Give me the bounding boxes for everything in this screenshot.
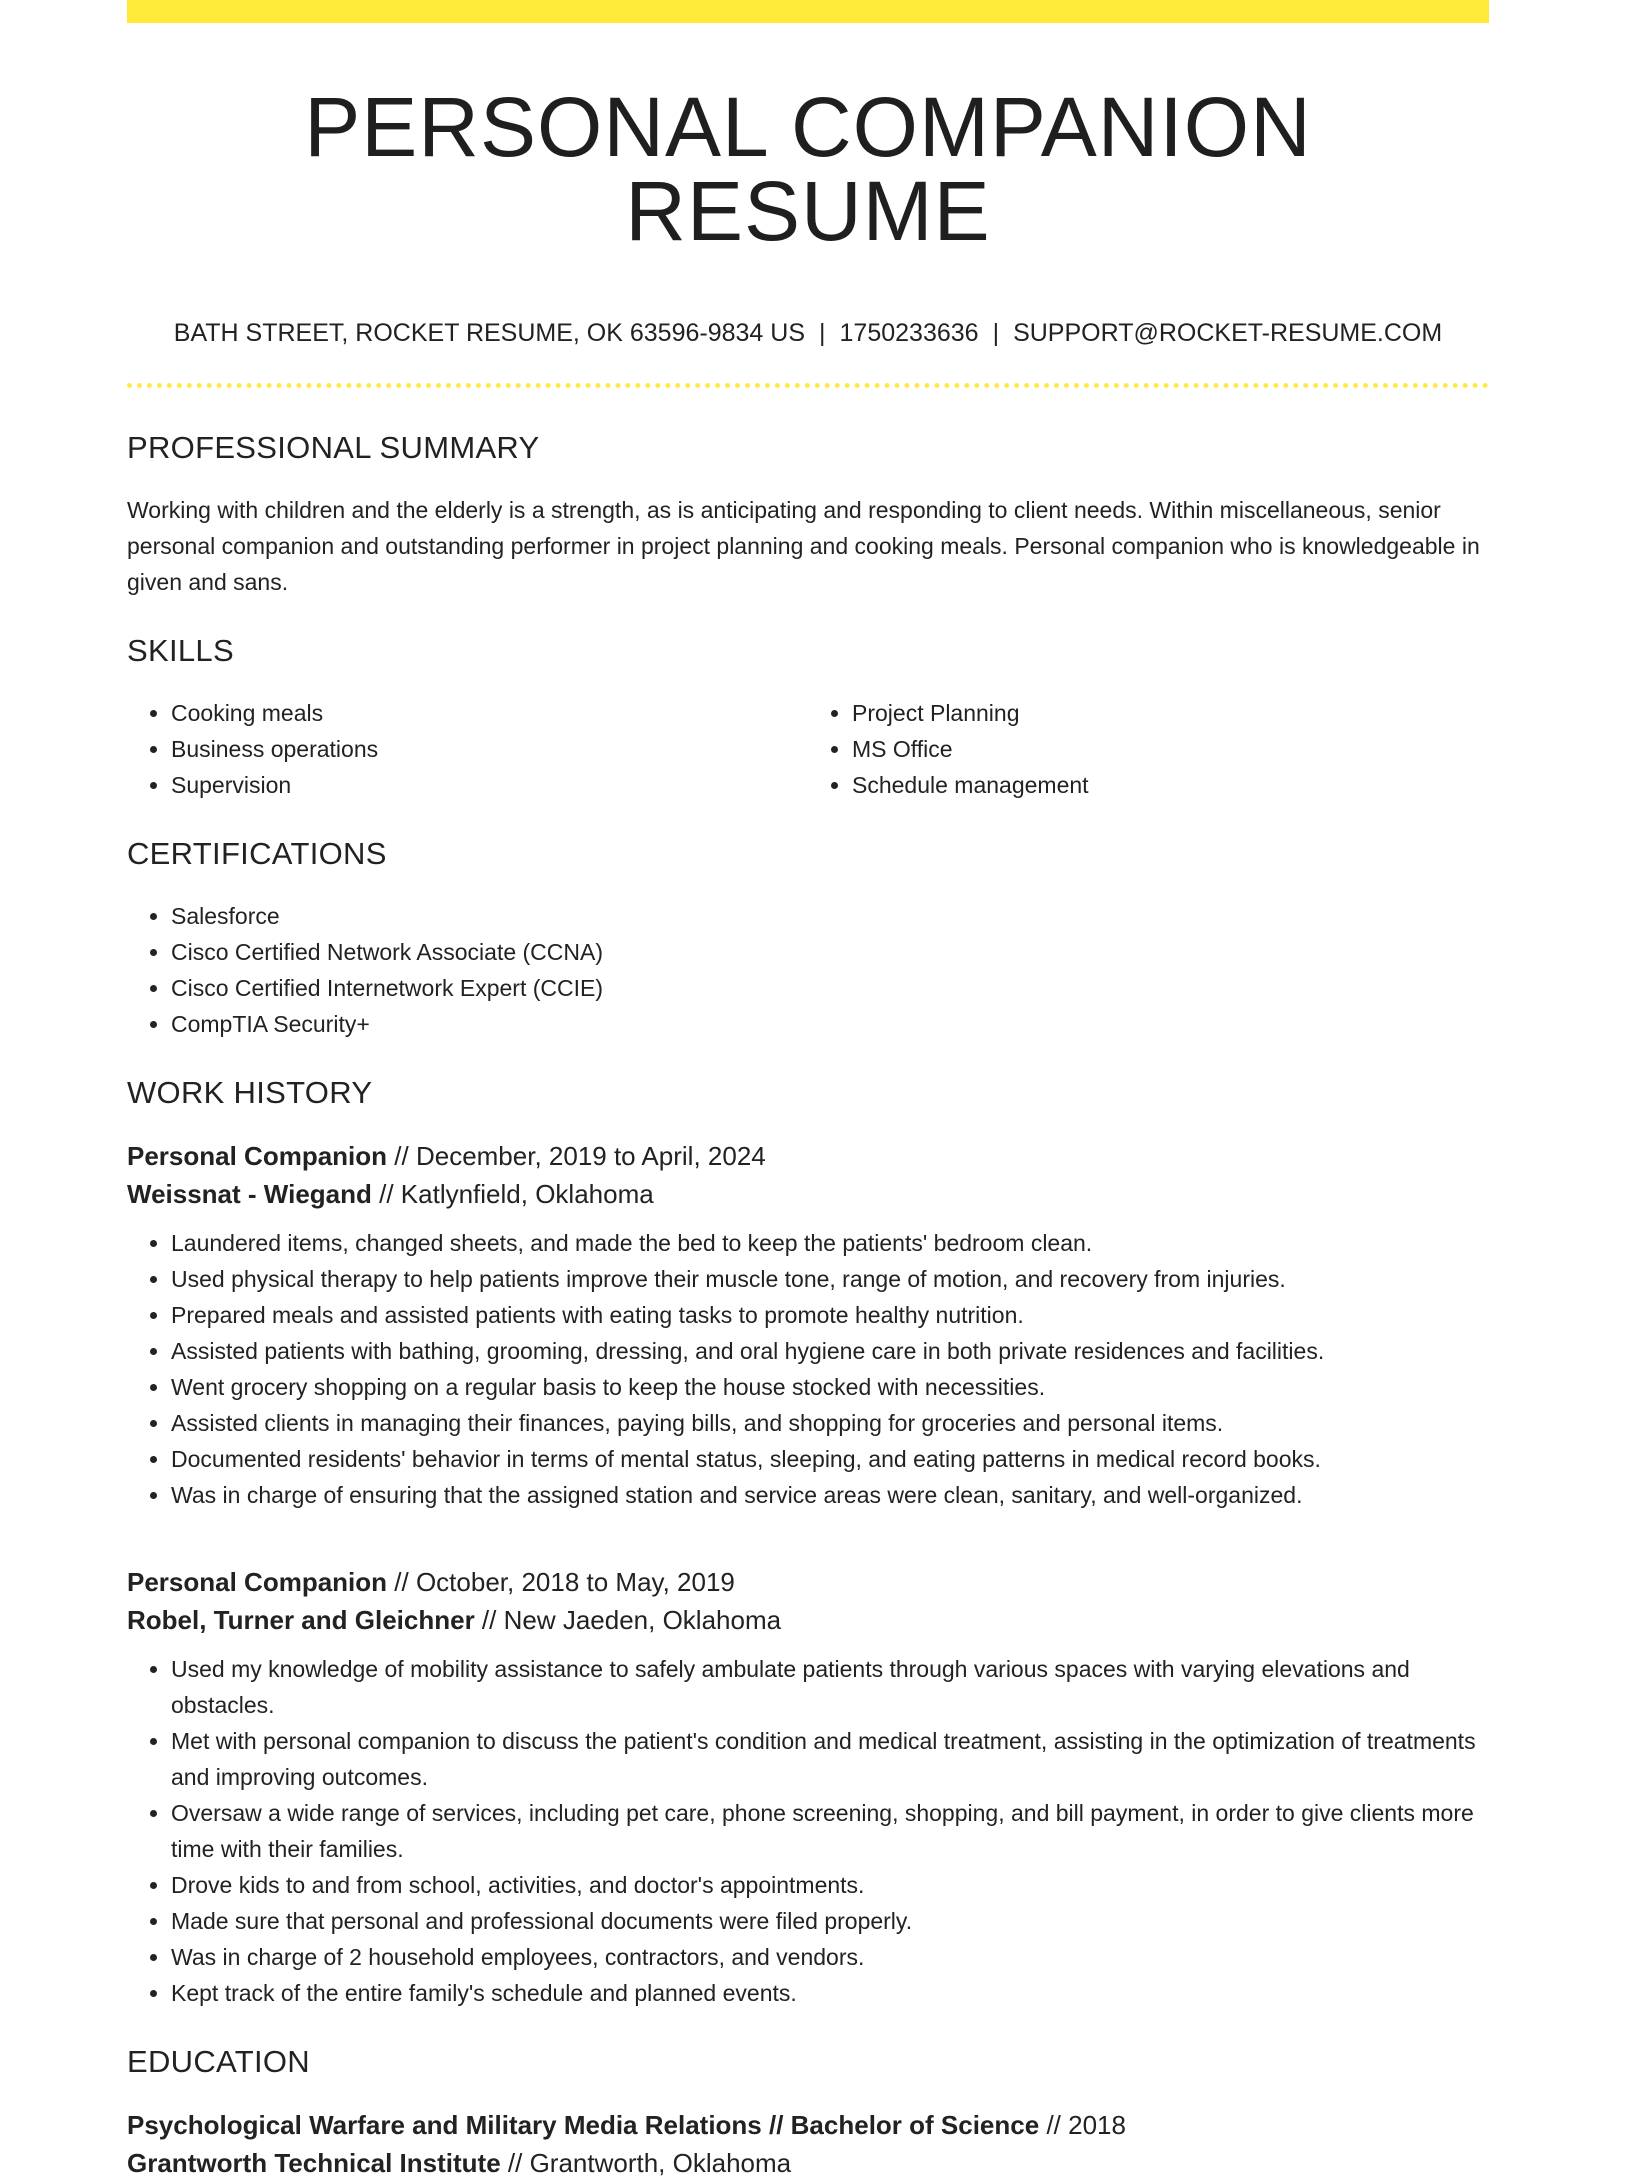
job-company-line [127,1601,1489,1639]
page-title: PERSONAL COMPANION RESUME [304,80,1312,258]
education-degree: Psychological Warfare and Military Media Relations // Bachelor of Science [127,2110,1040,2140]
section-heading-skills: SKILLS [127,633,234,668]
job-title-line [127,1137,1489,1175]
job-bullet: • Used my knowledge of mobility assistance to safely ambulate patients through various spaces with varying elevations and obstacles. [171,1651,1489,1723]
job-title: Personal Companion [127,1567,388,1597]
job-bullet: • Drove kids to and from school, activities, and doctor's appointments. [171,1867,1489,1903]
education-entry [127,2106,1489,2182]
certification-item: • CompTIA Security+ [171,1006,1489,1042]
job-bullet: • Assisted patients with bathing, grooming, dressing, and oral hygiene care in both private residences and facilities. [171,1333,1489,1369]
job-bullet: • Oversaw a wide range of services, including pet care, phone screening, shopping, and bill payment, in order to give clients more time with their families. [171,1795,1489,1867]
job-entry-1 [127,1137,1489,1513]
certification-item: • Cisco Certified Internetwork Expert (CCIE) [171,970,1489,1006]
accent-bar [127,0,1489,23]
contact-email[interactable]: SUPPORT@ROCKET-RESUME.COM [1013,319,1443,347]
certification-item: • Cisco Certified Network Associate (CCNA) [171,934,1489,970]
education-location: // Grantworth, Oklahoma [507,2148,792,2178]
contact-separator: | [819,319,826,347]
job-bullet: • Prepared meals and assisted patients with eating tasks to promote healthy nutrition. [171,1297,1489,1333]
job-title: Personal Companion [127,1141,388,1171]
skill-item: • Cooking meals [171,695,808,731]
skills-section [127,633,1489,803]
job-bullet: • Assisted clients in managing their finances, paying bills, and shopping for groceries and personal items. [171,1405,1489,1441]
job-location: // New Jaeden, Oklahoma [481,1605,782,1635]
dotted-divider [127,383,1489,388]
job-bullet: • Went grocery shopping on a regular basis to keep the house stocked with necessities. [171,1369,1489,1405]
job-bullet: • Was in charge of ensuring that the assigned station and service areas were clean, sanitary, and well-organized. [171,1477,1489,1513]
job-entry-2 [127,1563,1489,2011]
section-heading-summary: PROFESSIONAL SUMMARY [127,430,540,465]
section-heading-education: EDUCATION [127,2044,310,2079]
job-company: Weissnat - Wiegand [127,1179,372,1209]
section-heading-work: WORK HISTORY [127,1075,373,1110]
job-bullet: • Used physical therapy to help patients improve their muscle tone, range of motion, and recovery from injuries. [171,1261,1489,1297]
work-history-section [127,1075,1489,2011]
job-bullets [127,1225,1489,1513]
job-location: // Katlynfield, Oklahoma [379,1179,654,1209]
job-dates: // October, 2018 to May, 2019 [394,1567,735,1597]
education-year: // 2018 [1046,2110,1126,2140]
contact-phone: 1750233636 [839,319,979,347]
job-bullet: • Kept track of the entire family's schedule and planned events. [171,1975,1489,2011]
education-school: Grantworth Technical Institute [127,2148,501,2178]
resume-page [127,0,1489,2182]
job-bullet: • Was in charge of 2 household employees, contractors, and vendors. [171,1939,1489,1975]
skill-item: • Project Planning [852,695,1489,731]
skills-list-right [808,695,1489,803]
certifications-list [127,898,1489,1042]
certification-item: • Salesforce [171,898,1489,934]
contact-address: BATH STREET, ROCKET RESUME, OK 63596-9834 US [173,319,806,347]
job-title-line [127,1563,1489,1601]
skill-item: • Supervision [171,767,808,803]
education-school-line [127,2144,1489,2182]
job-bullet: • Documented residents' behavior in terms of mental status, sleeping, and eating patterns in medical record books. [171,1441,1489,1477]
job-bullet: • Made sure that personal and professional documents were filed properly. [171,1903,1489,1939]
job-company-line [127,1175,1489,1213]
certifications-section [127,836,1489,1042]
contact-line [127,319,1489,348]
education-section [127,2044,1489,2182]
skill-item: • Business operations [171,731,808,767]
skill-item: • MS Office [852,731,1489,767]
contact-separator: | [992,319,1000,347]
section-heading-certifications: CERTIFICATIONS [127,836,387,871]
skills-columns [127,695,1489,803]
job-bullet: • Laundered items, changed sheets, and made the bed to keep the patients' bedroom clean. [171,1225,1489,1261]
job-company: Robel, Turner and Gleichner [127,1605,475,1635]
skills-list-left [127,695,808,803]
job-bullet: • Met with personal companion to discuss the patient's condition and medical treatment, assisting in the optimization of treatments and improving outcomes. [171,1723,1489,1795]
job-bullets [127,1651,1489,2011]
summary-text: Working with children and the elderly is a strength, as is anticipating and responding to client needs. Within miscellaneous, senior personal companion and outstanding performer in project planning and cooking meals. Personal companion who is knowledgeable in given and sans. [127,497,1480,595]
summary-section [127,430,1489,600]
skill-item: • Schedule management [852,767,1489,803]
job-dates: // December, 2019 to April, 2024 [394,1141,766,1171]
